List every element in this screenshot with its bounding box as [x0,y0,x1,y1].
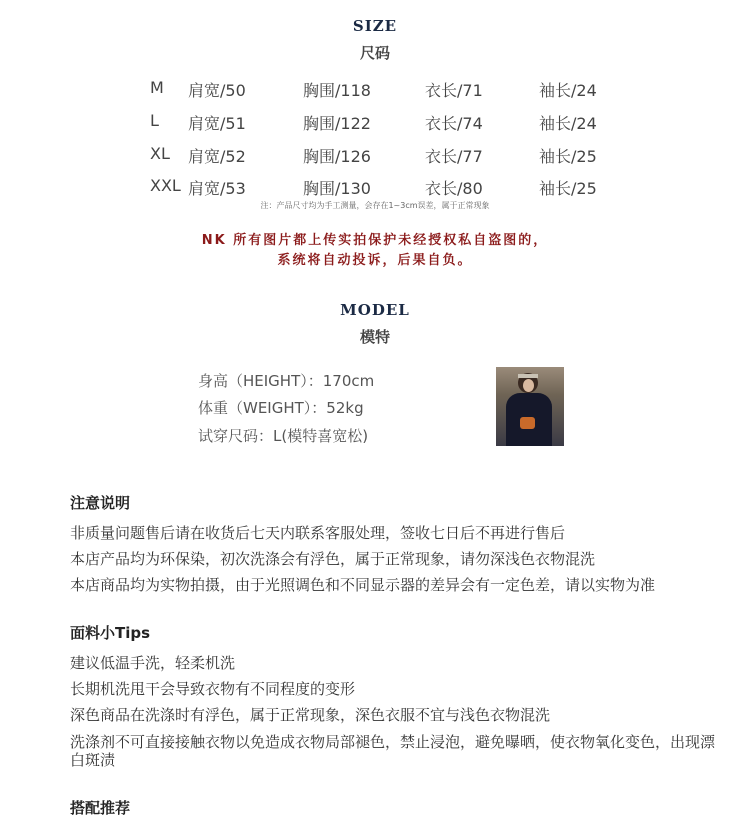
size-label: XXL [150,176,181,195]
notice-line: 本店产品均为环保染，初次洗涤会有浮色，属于正常现象，请勿深浅色衣物混洗 [70,550,596,568]
model-bag-shape [520,417,535,429]
size-row [0,144,750,168]
sleeve: 袖长/24 [539,81,597,100]
fabric-tip-line: 建议低温手洗，轻柔机洗 [70,654,236,672]
model-height: 身高（HEIGHT）：170cm [198,372,375,390]
length: 衣长/71 [425,81,483,100]
notice-line: 非质量问题售后请在收货后七天内联系客服处理，签收七日后不再进行售后 [70,524,566,542]
chest: 胸围/118 [303,81,371,100]
size-title-cn: 尺码 [359,44,390,62]
length: 衣长/80 [425,179,483,198]
notice-line: 本店商品均为实物拍摄，由于光照调色和不同显示器的差异会有一定色差，请以实物为准 [70,576,656,594]
size-title-en: SIZE [352,17,398,35]
fabric-tips-title: 面料小Tips [70,624,151,642]
size-row [0,78,750,102]
length: 衣长/74 [425,114,483,133]
shoulder-width: 肩宽/53 [188,179,246,198]
sleeve: 袖长/24 [539,114,597,133]
size-note: 注：产品尺寸均为手工测量，会存在1~3cm误差，属于正常现象 [260,201,490,210]
copyright-warning-line2: 系统将自动投诉，后果自负。 [277,253,473,268]
size-row [0,176,750,200]
length: 衣长/77 [425,147,483,166]
sleeve: 袖长/25 [539,179,597,198]
size-label: L [150,111,159,130]
model-title-en: MODEL [340,301,410,319]
fabric-tip-line: 长期机洗甩干会导致衣物有不同程度的变形 [70,680,356,698]
model-weight: 体重（WEIGHT）：52kg [198,399,364,417]
shoulder-width: 肩宽/52 [188,147,246,166]
size-row [0,111,750,135]
sleeve: 袖长/25 [539,147,597,166]
copyright-warning-line1: NK 所有图片都上传实拍保护未经授权私自盗图的， [201,233,549,248]
model-photo [496,367,564,446]
chest: 胸围/122 [303,114,371,133]
model-face-shape [523,379,534,392]
chest: 胸围/126 [303,147,371,166]
shoulder-width: 肩宽/50 [188,81,246,100]
fabric-tip-line: 洗涤剂不可直接接触衣物以免造成衣物局部褪色，禁止浸泡，避免曝晒，使衣物氧化变色，出现漂白斑渍 [70,733,716,769]
matching-title: 搭配推荐 [70,799,131,817]
model-fit-size: 试穿尺码：L(模特喜宽松) [198,427,369,445]
notice-title: 注意说明 [70,494,131,512]
size-label: XL [150,144,170,163]
size-label: M [150,78,164,97]
chest: 胸围/130 [303,179,371,198]
fabric-tip-line: 深色商品在洗涤时有浮色，属于正常现象，深色衣服不宜与浅色衣物混洗 [70,706,551,724]
model-headband-shape [518,374,538,378]
shoulder-width: 肩宽/51 [188,114,246,133]
model-title-cn: 模特 [359,328,390,346]
